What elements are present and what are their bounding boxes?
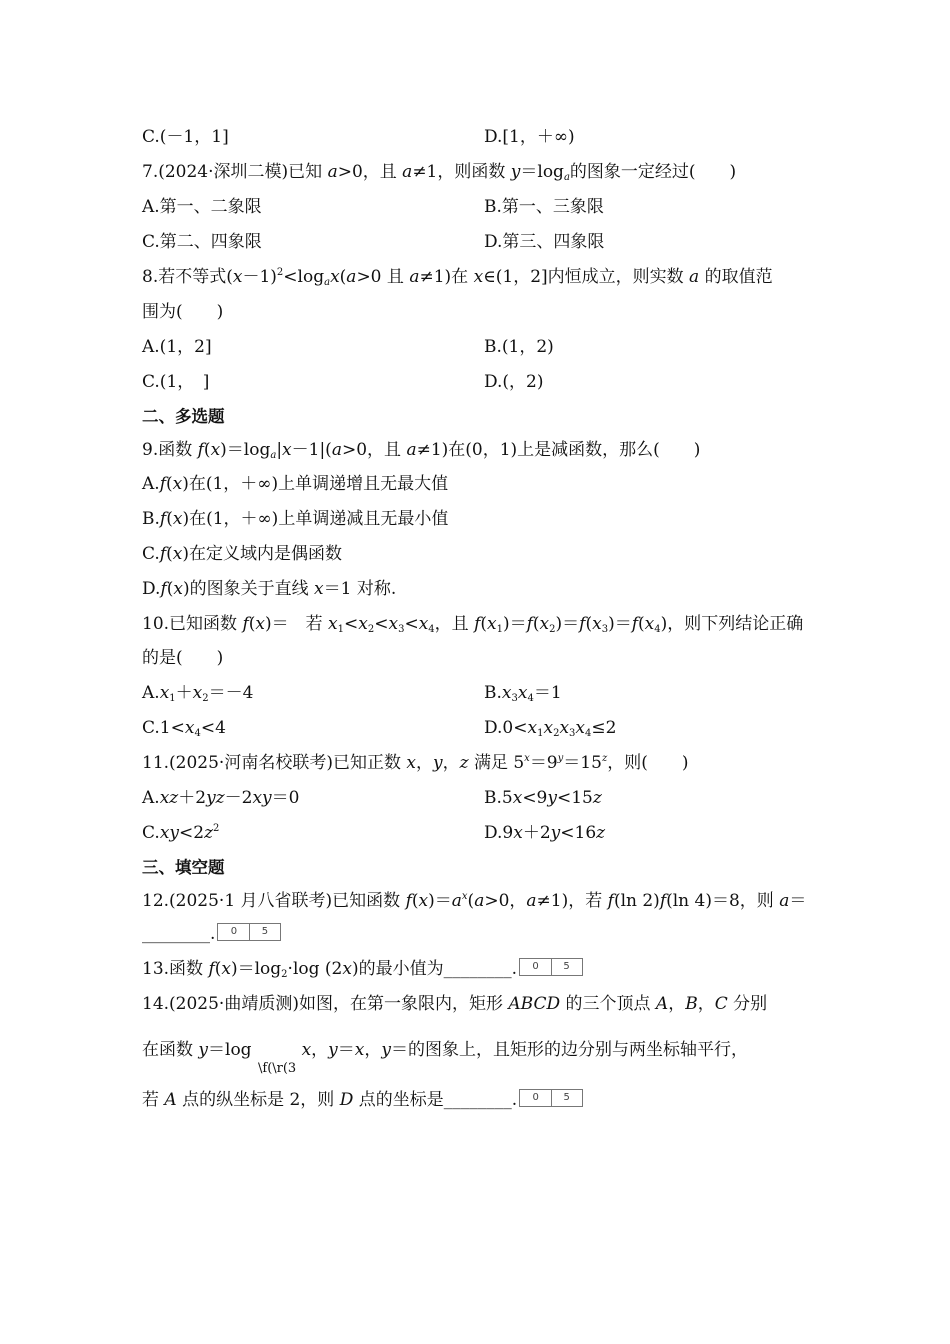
q8-option-c: C.(1， ] <box>142 372 210 392</box>
q12-score-box[interactable] <box>217 923 281 941</box>
q13-stem: 13.函数 $f(x)=\log_2\cdot\log$ (2x)的最小值为________. 0 5 <box>142 957 583 981</box>
q10-option-a: $A.x_1+x_2=-4$ <box>142 683 254 704</box>
q11-option-a: A.xz＋2yz－2xy＝0 <box>142 788 300 808</box>
q9-option-b: B.f(x)在(1，＋∞)上单调递减且无最小值 <box>142 509 449 529</box>
q6-option-c: C.(－1，1] <box>142 127 229 147</box>
q8-stem-line2: 围为( ) <box>142 302 224 322</box>
q8-option-d: D.(，2) <box>484 372 544 392</box>
score-box-zero: 0 <box>520 1090 552 1106</box>
q10-option-b: $B.x_3x_4=1$ <box>484 683 562 704</box>
q10-stem-line2: 的是( ) <box>142 648 224 668</box>
q10-stem-line1: 10.已知函数 f(x)＝ 若 $x_1<x_2<x_3<x_4$，且 $f(x_1)=f(x_2)=f(x_3)=f(x_4)$，则下列结论正确 <box>142 614 804 635</box>
q12-stem-line1: 12.(2025·1 月八省联考)已知函数 $f(x)=a^x(a>0$，a≠1)，若 f(ln 2)f(ln 4)＝8，则 a＝ <box>142 891 807 911</box>
q14-answer-blank[interactable]: 点的坐标是________. <box>353 1090 518 1110</box>
q14-stem-line1: 14.(2025·曲靖质测)如图，在第一象限内，矩形 ABCD 的三个顶点 A，B，C 分别 <box>142 994 768 1014</box>
q14-broken-formula-fragment: \f(\r(3 <box>258 1061 297 1076</box>
q14-stem-line3: 若 A 点的纵坐标是 2，则 D 点的坐标是________. 0 5 <box>142 1088 583 1112</box>
score-box-five: 5 <box>563 1092 570 1103</box>
q7-option-c: C.第二、四象限 <box>142 232 262 252</box>
q11-option-b: B.5x<9y<15z <box>484 788 602 808</box>
score-box-five: 5 <box>563 961 570 972</box>
q12-answer-blank[interactable]: ________. <box>142 924 216 944</box>
q11-option-d: D.9x＋2y<16z <box>484 823 606 843</box>
q7-stem: 7.(2024·深圳二模)已知 a>0，且 a≠1，则函数 $y=\log_a$的图象一定经过( ) <box>142 162 737 183</box>
q8-stem-line1: 8.若不等式$(x-1)^2<\log_ax(a>0$ 且 a≠1)在 x∈(1，2]内恒成立，则实数 a 的取值范 <box>142 267 773 288</box>
q7-option-a: A.第一、二象限 <box>142 197 262 217</box>
q13-answer-blank[interactable]: )的最小值为________. <box>351 959 517 979</box>
q7-option-d: D.第三、四象限 <box>484 232 605 252</box>
score-box-zero: 0 <box>218 924 250 940</box>
q9-option-d: D.f(x)的图象关于直线 x＝1 对称. <box>142 579 397 599</box>
q8-option-b: B.(1，2) <box>484 337 554 357</box>
q14-score-box[interactable] <box>519 1089 583 1107</box>
q10-option-d: $D.0<x_1x_2x_3x_4\le 2$ <box>484 718 617 739</box>
q14-stem-line2: 在函数 y＝log x，y＝x，y＝的图象上，且矩形的边分别与两坐标轴平行， <box>142 1040 748 1060</box>
q11-option-c: $C.xy<2z^2$ <box>142 823 220 843</box>
q9-option-c: C.f(x)在定义域内是偶函数 <box>142 544 342 564</box>
q7-option-b: B.第一、三象限 <box>484 197 604 217</box>
score-box-five: 5 <box>261 926 269 937</box>
q9-option-a: A.f(x)在(1，＋∞)上单调递增且无最大值 <box>142 474 449 494</box>
section-heading-fill-in: 三、填空题 <box>142 858 225 877</box>
q11-stem: 11.(2025·河南名校联考)已知正数 x，y，z 满足 $5^x=9^y=15^z$，则( ) <box>142 753 689 773</box>
section-heading-multiple-choice: 二、多选题 <box>142 407 225 426</box>
q13-score-box[interactable] <box>519 958 583 976</box>
score-box-zero: 0 <box>520 959 552 975</box>
q12-answer-line <box>142 922 281 946</box>
q10-option-c: $C.1<x_4<4$ <box>142 718 226 739</box>
q6-option-d: D.[1，＋∞) <box>484 127 575 147</box>
q8-option-a: A.(1，2] <box>142 337 212 357</box>
q9-stem: 9.函数 $f(x)=\log_a|x-1|(a>0$，且 a≠1)在(0，1)上是减函数，那么( ) <box>142 440 701 461</box>
